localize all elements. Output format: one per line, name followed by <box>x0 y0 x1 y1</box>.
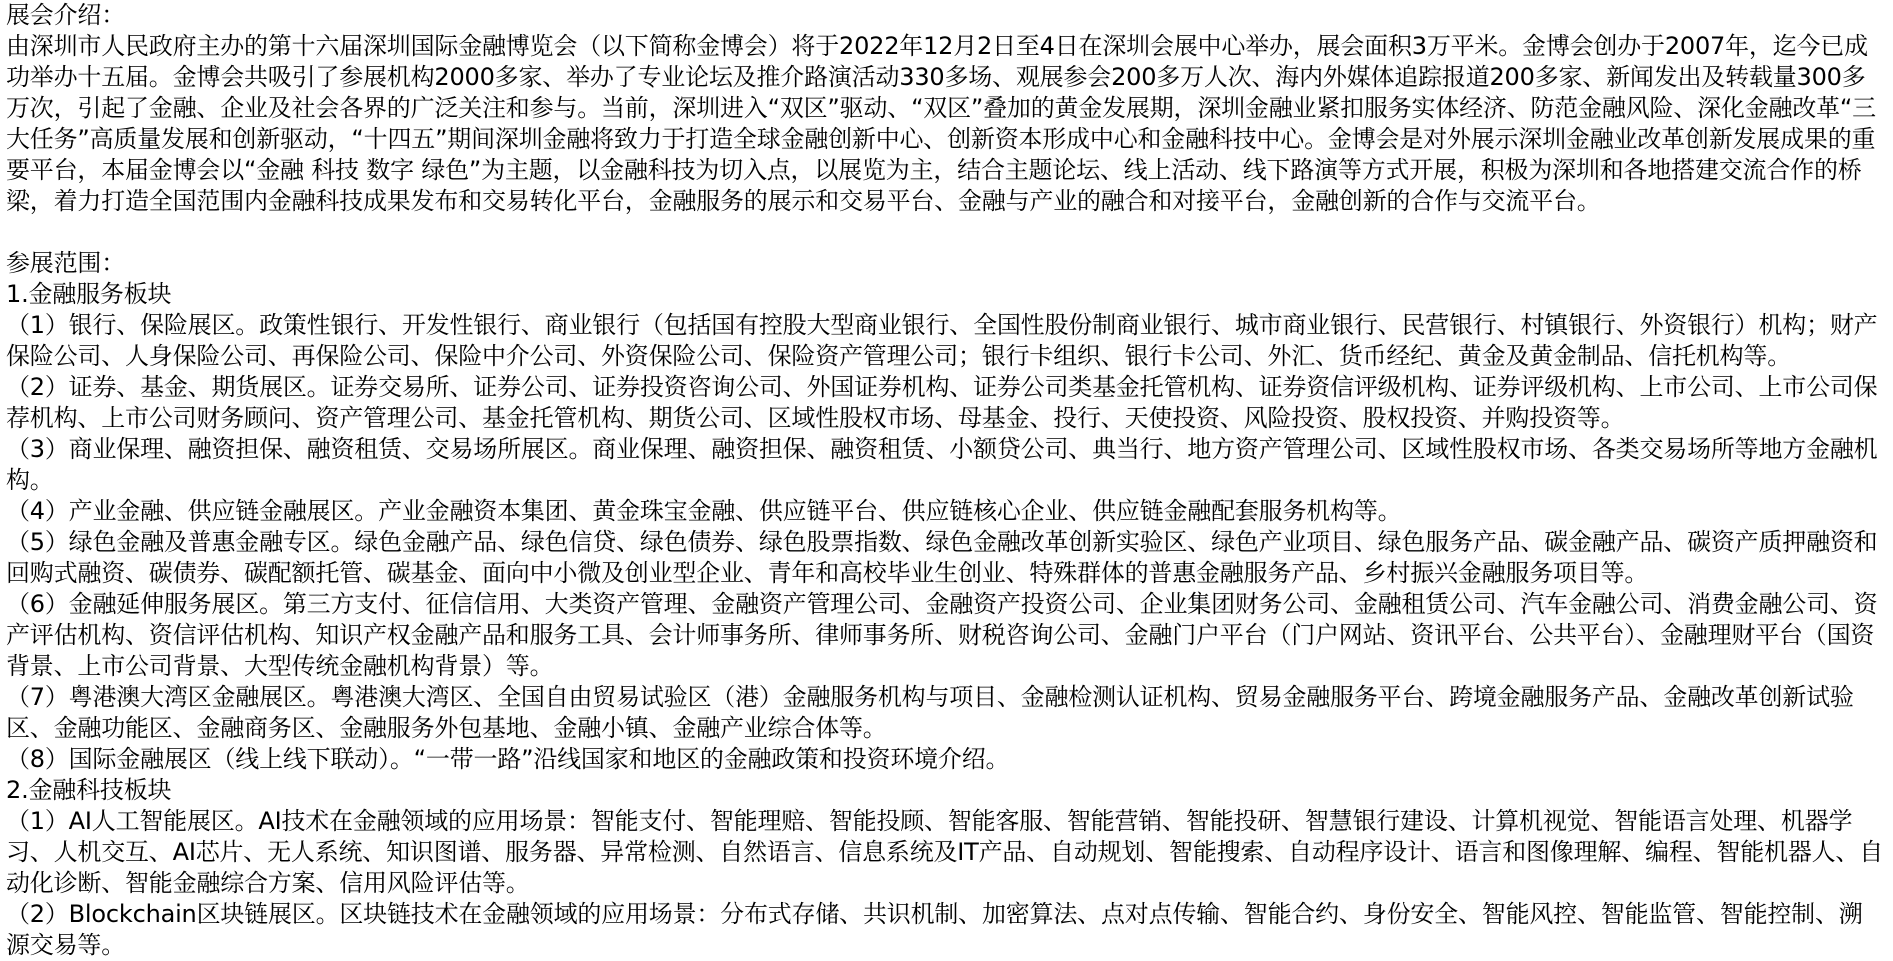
list-item: （8）国际金融展区（线上线下联动）。“一带一路”沿线国家和地区的金融政策和投资环境介绍。 <box>6 745 1010 773</box>
list-item: （4）产业金融、供应链金融展区。产业金融资本集团、黄金珠宝金融、供应链平台、供应链核心企业、供应链金融配套服务机构等。 <box>6 497 1402 525</box>
section-title-fintech: 2.金融科技板块 <box>6 776 172 804</box>
list-item: （6）金融延伸服务展区。第三方支付、征信信用、大类资产管理、金融资产管理公司、金融资产投资公司、企业集团财务公司、金融租赁公司、汽车金融公司、消费金融公司、资产评估机构、资信评估机构、知识产权金融产品和服务工具、会计师事务所、律师事务所、财税咨询公司、金融门户平台（门户网站、资讯平台、公共平台）、金融理财平台（国资背景、上市公司背景、大型传统金融机构背景）等。 <box>6 590 1878 680</box>
list-item: （7）粤港澳大湾区金融展区。粤港澳大湾区、全国自由贸易试验区（港）金融服务机构与项目、金融检测认证机构、贸易金融服务平台、跨境金融服务产品、金融改革创新试验区、金融功能区、金融商务区、金融服务外包基地、金融小镇、金融产业综合体等。 <box>6 683 1854 742</box>
list-item: （5）绿色金融及普惠金融专区。绿色金融产品、绿色信贷、绿色债券、绿色股票指数、绿色金融改革创新实验区、绿色产业项目、绿色服务产品、碳金融产品、碳资产质押融资和回购式融资、碳债券、碳配额托管、碳基金、面向中小微及创业型企业、青年和高校毕业生创业、特殊群体的普惠金融服务产品、乡村振兴金融服务项目等。 <box>6 528 1878 587</box>
document-body <box>6 0 1886 961</box>
list-item: （1）AI人工智能展区。AI技术在金融领域的应用场景：智能支付、智能理赔、智能投顾、智能客服、智能营销、智能投研、智慧银行建设、计算机视觉、智能语言处理、机器学习、人机交互、AI芯片、无人系统、知识图谱、服务器、异常检测、自然语言、信息系统及IT产品、自动规划、智能搜索、自动程序设计、语言和图像理解、编程、智能机器人、自动化诊断、智能金融综合方案、信用风险评估等。 <box>6 807 1884 897</box>
list-item: （1）银行、保险展区。政策性银行、开发性银行、商业银行（包括国有控股大型商业银行、全国性股份制商业银行、城市商业银行、民营银行、村镇银行、外资银行）机构；财产保险公司、人身保险公司、再保险公司、保险中介公司、外资保险公司、保险资产管理公司；银行卡组织、银行卡公司、外汇、货币经纪、黄金及黄金制品、信托机构等。 <box>6 311 1878 370</box>
intro-heading: 展会介绍： <box>6 1 125 29</box>
list-item: （2）证券、基金、期货展区。证券交易所、证券公司、证券投资咨询公司、外国证券机构、证券公司类基金托管机构、证券资信评级机构、证券评级机构、上市公司、上市公司保荐机构、上市公司财务顾问、资产管理公司、基金托管机构、期货公司、区域性股权市场、母基金、投行、天使投资、风险投资、股权投资、并购投资等。 <box>6 373 1878 432</box>
paragraph-spacer <box>6 217 1886 248</box>
list-item: （2）Blockchain区块链展区。区块链技术在金融领域的应用场景：分布式存储、共识机制、加密算法、点对点传输、智能合约、身份安全、智能风控、智能监管、智能控制、溯源交易等。 <box>6 900 1863 959</box>
list-item: （3）商业保理、融资担保、融资租赁、交易场所展区。商业保理、融资担保、融资租赁、小额贷公司、典当行、地方资产管理公司、区域性股权市场、各类交易场所等地方金融机构。 <box>6 435 1878 494</box>
intro-paragraph: 由深圳市人民政府主办的第十六届深圳国际金融博览会（以下简称金博会）将于2022年12月2日至4日在深圳会展中心举办，展会面积3万平米。金博会创办于2007年，迄今已成功举办十五届。金博会共吸引了参展机构2000多家、举办了专业论坛及推介路演活动330多场、观展参会200多万人次、海内外媒体追踪报道200多家、新闻发出及转载量300多万次，引起了金融、企业及社会各界的广泛关注和参与。当前，深圳进入“双区”驱动、“双区”叠加的黄金发展期，深圳金融业紧扣服务实体经济、防范金融风险、深化金融改革“三大任务”高质量发展和创新驱动，“十四五”期间深圳金融将致力于打造全球金融创新中心、创新资本形成中心和金融科技中心。金博会是对外展示深圳金融业改革创新发展成果的重要平台，本届金博会以“金融 科技 数字 绿色”为主题，以金融科技为切入点，以展览为主，结合主题论坛、线上活动、线下路演等方式开展，积极为深圳和各地搭建交流合作的桥梁，着力打造全国范围内金融科技成果发布和交易转化平台，金融服务的展示和交易平台、金融与产业的融合和对接平台，金融创新的合作与交流平台。 <box>6 32 1876 215</box>
section-title-finance-services: 1.金融服务板块 <box>6 280 172 308</box>
scope-heading: 参展范围： <box>6 249 125 277</box>
